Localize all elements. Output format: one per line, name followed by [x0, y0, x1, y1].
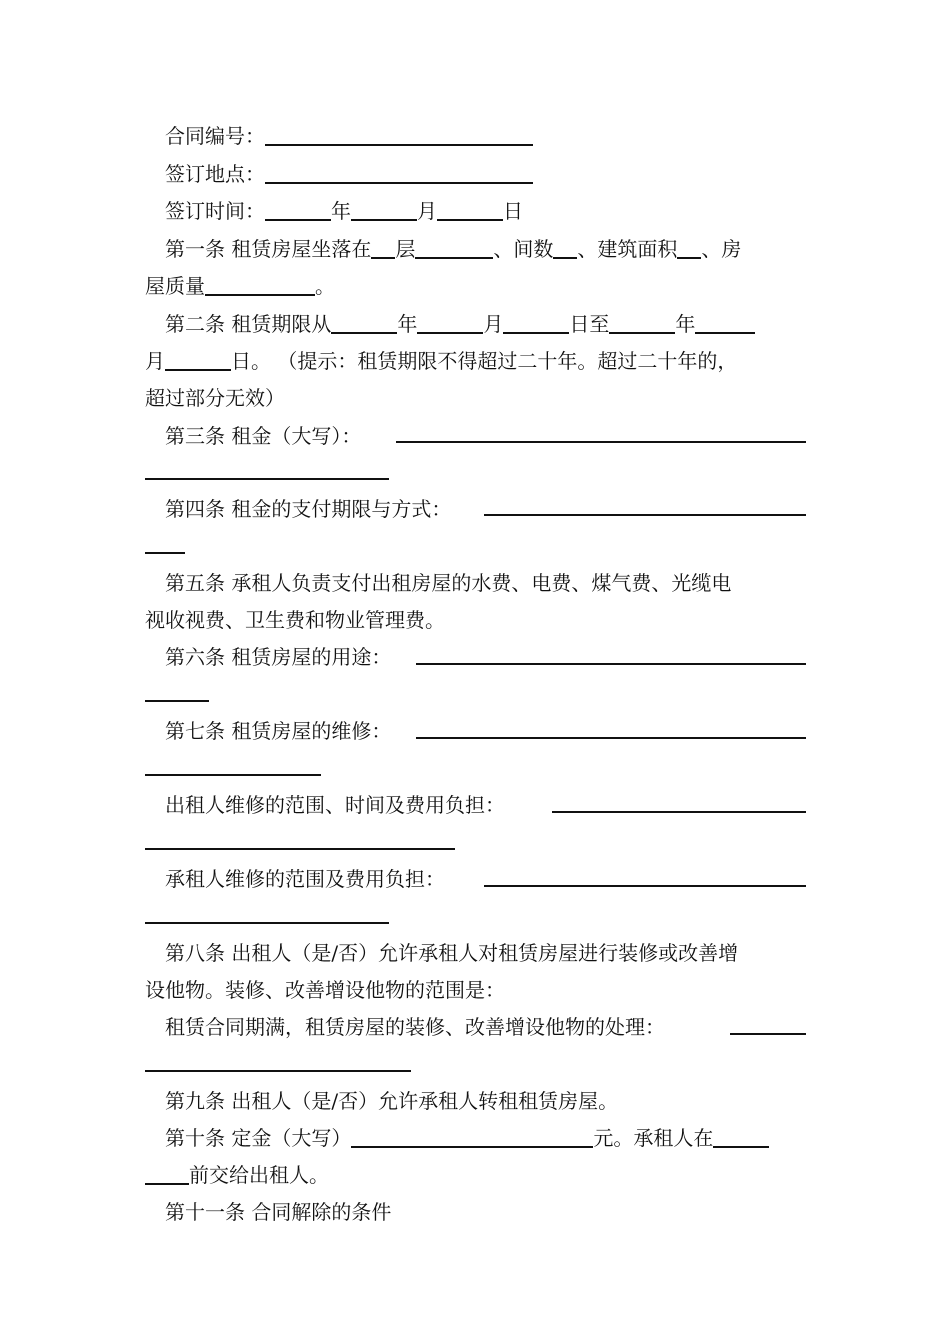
contract-number-line: [165, 124, 533, 148]
signing-place-blank: [265, 182, 533, 184]
blank: [695, 332, 755, 334]
blank: [145, 552, 185, 554]
text: 视收视费、卫生费和物业管理费。: [145, 608, 445, 632]
text: 日。 （提示：租赁期限不得超过二十年。超过二十年的，: [231, 349, 738, 373]
blank: [145, 848, 455, 850]
text: 设他物。装修、改善增设他物的范围是：: [145, 978, 505, 1002]
text: 元。承租人在: [593, 1126, 714, 1150]
day-text: 日: [503, 199, 523, 223]
blank: [416, 737, 806, 739]
article-4-text: 第四条 租金的支付期限与方式：: [165, 497, 452, 521]
text: 、房: [701, 237, 742, 261]
text: 日至: [569, 312, 610, 336]
blank: [415, 257, 493, 259]
article-2-line-1: [165, 312, 755, 336]
blank: [713, 1146, 769, 1148]
blank: [437, 219, 503, 221]
blank: [552, 811, 806, 813]
blank: [553, 257, 577, 259]
month-text: 月: [417, 199, 437, 223]
blank: [145, 774, 321, 776]
blank: [205, 294, 315, 296]
article-2-line-3: [145, 386, 285, 410]
blank: [165, 369, 231, 371]
text: 超过部分无效）: [145, 386, 285, 410]
blank: [145, 1070, 411, 1072]
article-1-line-2: [145, 274, 335, 298]
article-3-line: [165, 424, 361, 448]
article-5-text: 第五条 承租人负责支付出租房屋的水费、电费、煤气费、光缆电: [165, 571, 732, 595]
signing-time-line: [165, 199, 523, 223]
text: 前交给出租人。: [189, 1163, 329, 1187]
text: 层: [395, 237, 416, 261]
blank: [416, 663, 806, 665]
article-10-head: 第十条 定金（大写）: [165, 1126, 352, 1150]
article-5-line-2: [145, 608, 445, 632]
article-10-line-2: [145, 1163, 329, 1187]
blank: [351, 219, 417, 221]
text: 屋质量: [145, 274, 205, 298]
blank: [484, 885, 806, 887]
blank: [484, 514, 806, 516]
text: 月: [483, 312, 504, 336]
article-6-text: 第六条 租赁房屋的用途：: [165, 645, 392, 669]
blank: [331, 332, 397, 334]
blank: [677, 257, 701, 259]
article-11-line: [165, 1200, 391, 1224]
contract-number-label: 合同编号：: [165, 124, 265, 148]
article-8-text: 第八条 出租人（是/否）允许承租人对租赁房屋进行装修或改善增: [165, 941, 739, 965]
article-10-line-1: [165, 1126, 769, 1150]
text: 。: [315, 274, 335, 298]
article-3-text: 第三条 租金（大写）：: [165, 424, 362, 448]
signing-place-line: [165, 162, 533, 186]
contract-number-blank: [265, 144, 533, 146]
text: 、间数: [493, 237, 554, 261]
signing-place-label: 签订地点：: [165, 162, 265, 186]
article-6-line: [165, 645, 391, 669]
article-8-line-3: [165, 1015, 665, 1039]
year-text: 年: [331, 199, 351, 223]
article-8-line-2: [145, 978, 505, 1002]
blank: [145, 700, 209, 702]
article-7-line: [165, 719, 391, 743]
signing-time-label: 签订时间：: [165, 199, 265, 223]
article-11-text: 第十一条 合同解除的条件: [165, 1200, 392, 1224]
blank: [145, 922, 389, 924]
blank: [145, 478, 389, 480]
blank: [265, 219, 331, 221]
lessee-repair-line: [165, 867, 445, 891]
blank: [145, 1183, 189, 1185]
article-2-line-2: [145, 349, 737, 373]
text: 租赁合同期满，租赁房屋的装修、改善增设他物的处理：: [165, 1015, 665, 1039]
blank: [417, 332, 483, 334]
text: 年: [675, 312, 696, 336]
blank: [396, 441, 806, 443]
article-9-text: 第九条 出租人（是/否）允许承租人转租租赁房屋。: [165, 1089, 619, 1113]
blank: [730, 1033, 806, 1035]
text: 、建筑面积: [577, 237, 678, 261]
article-9-line: [165, 1089, 618, 1113]
article-7-text: 第七条 租赁房屋的维修：: [165, 719, 392, 743]
lessor-repair-line: [165, 793, 505, 817]
blank: [351, 1146, 593, 1148]
article-2-head: 第二条 租赁期限从: [165, 312, 332, 336]
article-5-line-1: [165, 571, 731, 595]
lessor-repair-text: 出租人维修的范围、时间及费用负担：: [165, 793, 505, 817]
blank: [371, 257, 395, 259]
article-1-line-1: [165, 237, 741, 261]
article-1-head: 第一条 租赁房屋坐落在: [165, 237, 372, 261]
text: 年: [397, 312, 418, 336]
article-8-line-1: [165, 941, 738, 965]
blank: [503, 332, 569, 334]
lessee-repair-text: 承租人维修的范围及费用负担：: [165, 867, 445, 891]
text: 月: [145, 349, 165, 373]
blank: [609, 332, 675, 334]
article-4-line: [165, 497, 451, 521]
